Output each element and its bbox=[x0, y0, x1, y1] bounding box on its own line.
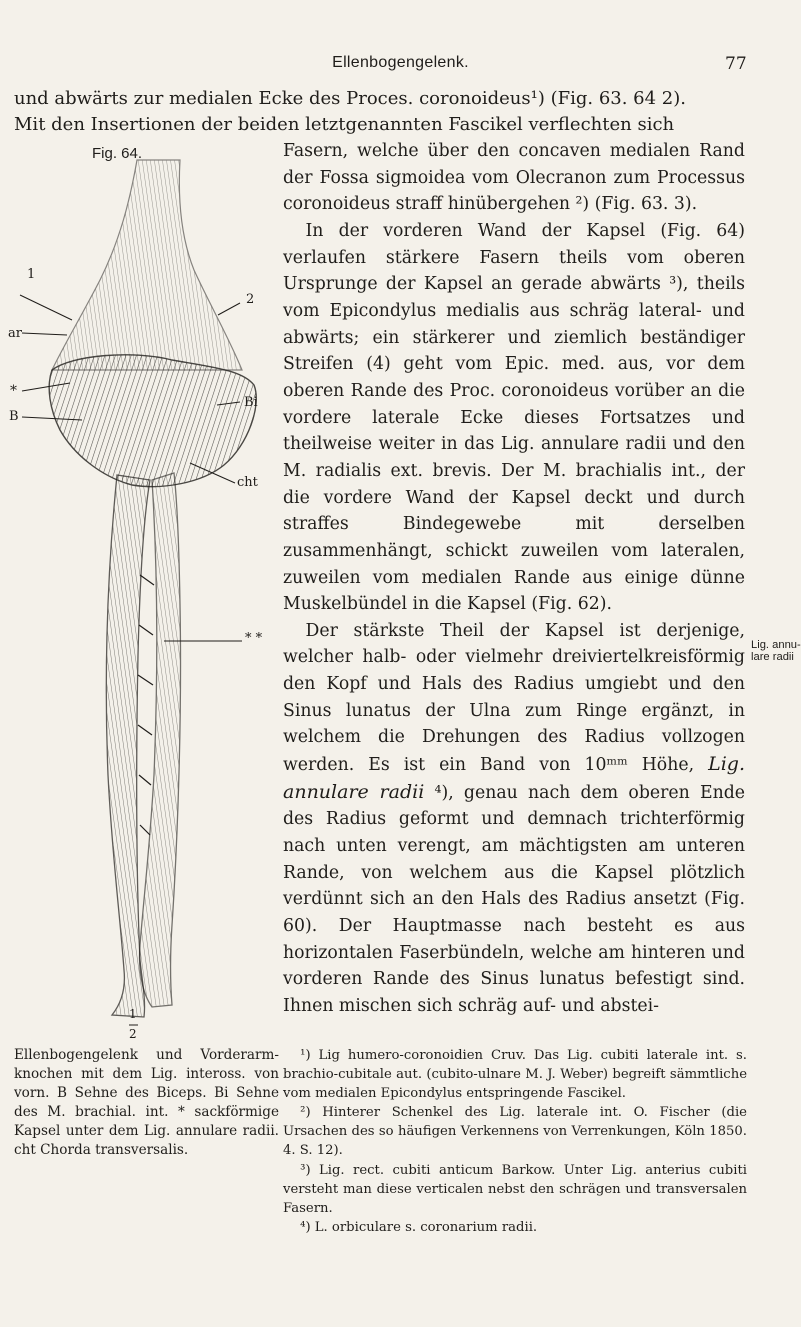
figure-label: Fig. 64. bbox=[92, 145, 143, 162]
footnote-1: ¹) Lig humero-coronoidien Cruv. Das Lig. cubiti laterale int. s. brachio-cubitale aut. (cubito-ulnare M. J. Weber) begreift sämmtliche vom medialen Epicondylus entspringende Fascikel. bbox=[283, 1048, 747, 1102]
figure-marker-2: 2 bbox=[246, 292, 255, 307]
figure-marker-1: 1 bbox=[27, 267, 36, 282]
paragraph-2: In der vorderen Wand der Kapsel (Fig. 64) verlaufen stärkere Fasern theils vom oberen Ursprunge der Kapsel an gerade abwärts ³), theils vom Epicondylus medialis aus schräg lateral- und abwärts; ein stärkerer und ziemlich beständiger Streifen (4) geht vom Epic. med. aus, vor dem oberen Rande des Proc. coronoideus vorüber an die vordere laterale Ecke dieses Fortsatzes und theilweise weiter in das Lig. annulare radii und den M. radialis ext. brevis. Der M. brachialis int., der die vordere Wand der Kapsel deckt und durch straffes Bindegewebe mit derselben zusammenhängt, schickt zuweilen vom lateralen, zuweilen vom medialen Rande aus einige dünne Muskelbündel in die Kapsel (Fig. 62). bbox=[283, 220, 745, 615]
figure-marker-cht: cht bbox=[237, 475, 258, 490]
footnote-ref-4: ⁴) bbox=[434, 782, 449, 803]
paragraph-3-end: , genau nach dem oberen Ende des Radius geformt und demnach trichterförmig nach unten verengt, am mächtigsten am unteren Rande, von welchem aus die Kapsel plötzlich verdünnt sich an den Hals des Radius ansetzt (Fig. 60). Der Hauptmasse nach besteht es aus horizontalen Faserbündeln, welche am hinteren und vorderen Rande des Sinus lunatus befestigt sind. Ihnen mischen sich schräg auf- und abstei- bbox=[283, 782, 745, 1016]
running-head: Ellenbogengelenk. bbox=[332, 54, 469, 71]
figure-marker-Bi: Bi bbox=[244, 395, 258, 410]
paragraph-1: Fasern, welche über den concaven medialen Rand der Fossa sigmoidea vom Olecranon zum Processus coronoideus straff hinübergehen ²) (Fig. 63. 3). bbox=[283, 141, 745, 215]
figure-caption: Ellenbogengelenk und Vorderarmknochen mit dem Lig. inteross. von vorn. B Sehne des Biceps. Bi Sehne des M. brachial. int. * sackförmige Kapsel unter dem Lig. annulare radii. cht Chorda transversalis. bbox=[14, 1047, 279, 1158]
footnote-2: ²) Hinterer Schenkel des Lig. laterale int. O. Fischer (die Ursachen des so häufigen Verkennens von Verrenkungen, Köln 1850. 4. S. 12). bbox=[283, 1105, 747, 1159]
figure-marker-ar: ar bbox=[8, 326, 22, 341]
margin-note: Lig. annulare radii bbox=[751, 639, 801, 663]
page-number: 77 bbox=[725, 54, 747, 74]
figure-marker-B: B bbox=[9, 409, 19, 424]
intro-line-1: und abwärts zur medialen Ecke des Proces. coronoideus¹) (Fig. 63. 64 2). bbox=[14, 88, 686, 109]
footnote-3: ³) Lig. rect. cubiti anticum Barkow. Unter Lig. anterius cubiti versteht man diese verticalen nebst den schrägen und transversalen Fasern. bbox=[283, 1162, 747, 1216]
figure-marker-star: * bbox=[10, 383, 17, 399]
body-text-column bbox=[283, 138, 745, 1020]
figure-marker-double-star: * * bbox=[245, 631, 263, 646]
footnote-4: ⁴) L. orbiculare s. coronarium radii. bbox=[300, 1219, 538, 1235]
paragraph-3-start: Der stärkste Theil der Kapsel ist derjenige, welcher halb- oder vielmehr dreiviertelkreisförmig den Kopf und Hals des Radius umgiebt und den Sinus lunatus der Ulna zum Ringe ergänzt, in welchem die Drehungen des Radius vollzogen werden. Es ist ein Band von 10ᵐᵐ Höhe, bbox=[283, 620, 745, 776]
ligament-term: Lig. annulare radii bbox=[283, 753, 745, 803]
figure-marker-1-bottom: 1 bbox=[129, 1007, 137, 1021]
figure-marker-2-bottom: 2 bbox=[129, 1027, 137, 1041]
anatomical-figure bbox=[8, 155, 277, 1041]
footnotes bbox=[283, 1046, 747, 1237]
intro-line-2: Mit den Insertionen der beiden letztgenannten Fascikel verflechten sich bbox=[14, 114, 675, 135]
elbow-forearm-illustration bbox=[12, 155, 277, 1035]
paragraph-3 bbox=[283, 618, 745, 1020]
